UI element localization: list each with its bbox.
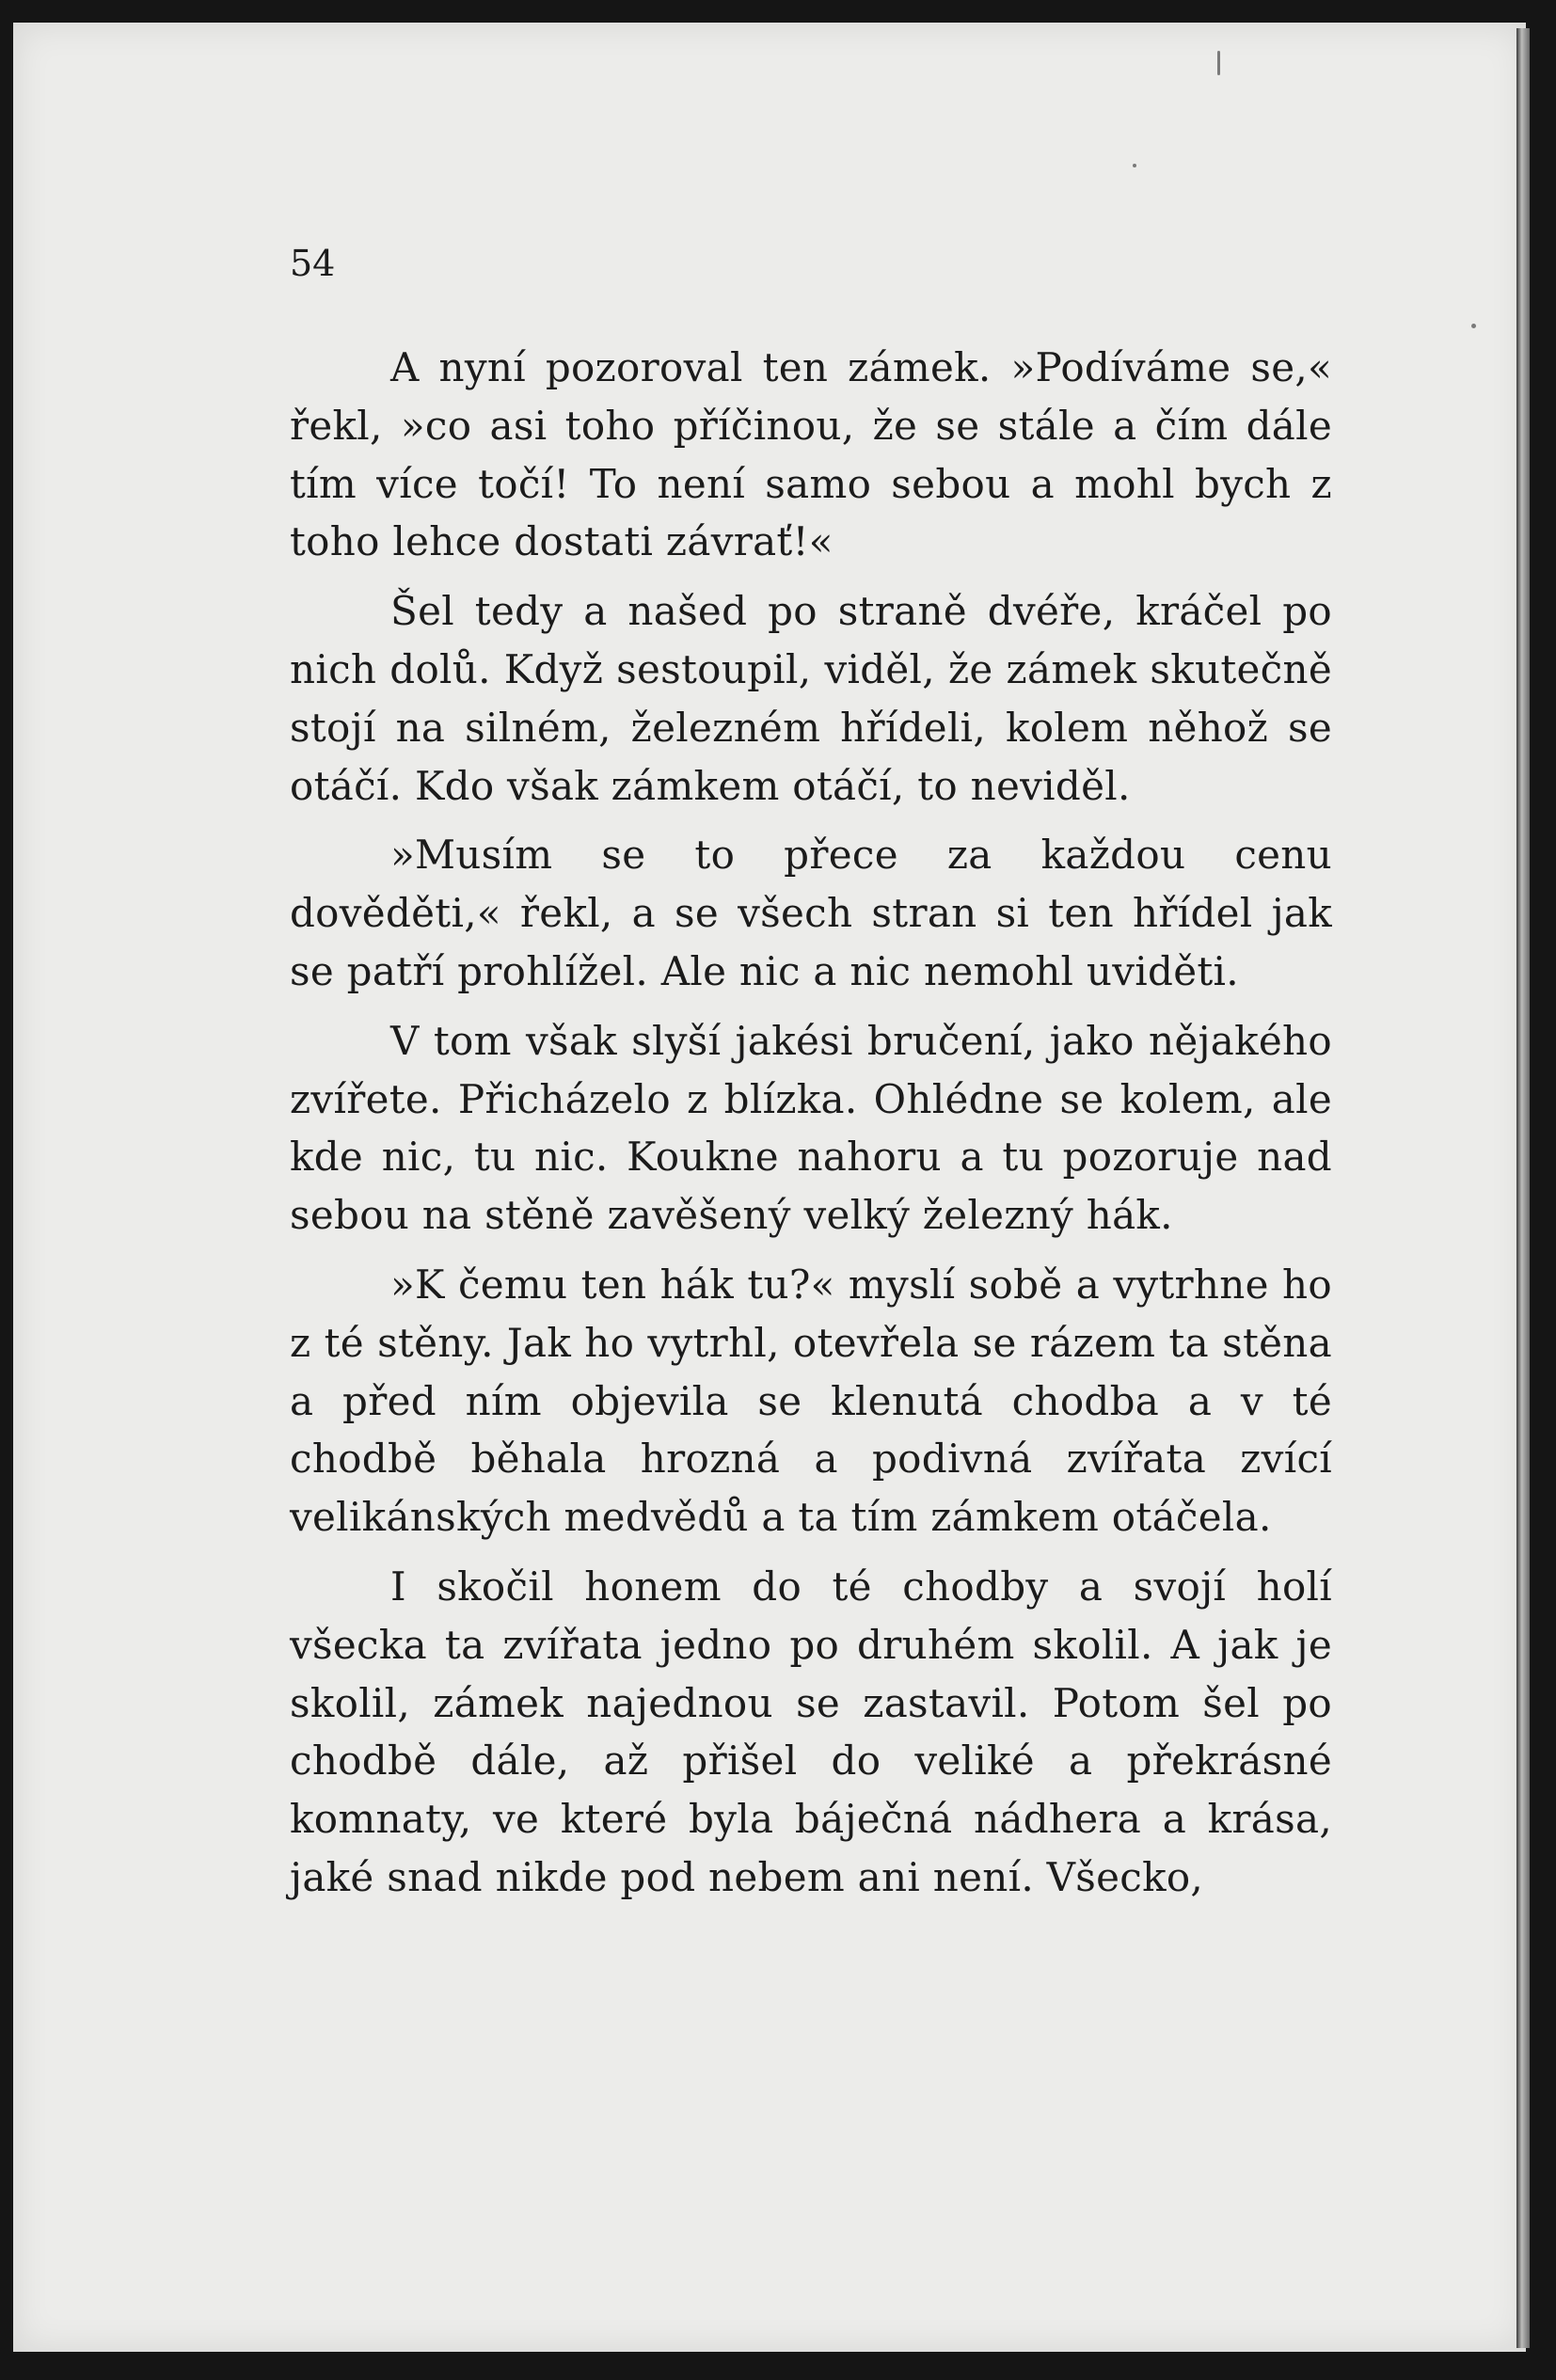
paragraph-5: »K čemu ten hák tu?« myslí sobě a vytrhne ho z té stěny. Jak ho vytrhl, otevřela se rázem ta stěna a před ním objevila se klenutá chodba a v té chodbě běhala hrozná a podivná zvířata zvící velikánských medvědů a ta tím zámkem otáčela. bbox=[290, 1261, 1332, 1541]
page-edge-shadow bbox=[1516, 28, 1530, 2348]
paragraph-2: Šel tedy a našed po straně dvéře, kráčel po nich dolů. Když sestoupil, viděl, že zámek skutečně stojí na silném, železném hřídeli, kolem něhož se otáčí. Kdo však zámkem otáčí, to neviděl. bbox=[290, 588, 1332, 809]
paragraph-3: »Musím se to přece za každou cenu dověděti,« řekl, a se všech stran si ten hřídel jak se patří prohlížel. Ale nic a nic nemohl uviděti. bbox=[290, 832, 1332, 994]
paragraph-4: V tom však slyší jakési bručení, jako nějakého zvířete. Přicházelo z blízka. Ohlédne se kolem, ale kde nic, tu nic. Koukne nahoru a tu pozoruje nad sebou na stěně zavěšený velký železný hák. bbox=[290, 1017, 1332, 1239]
paragraph-6: I skočil honem do té chodby a svojí holí všecka ta zvířata jedno po druhém skolil. A jak je skolil, zámek najednou se zastavil. Potom šel po chodbě dále, až přišel do veliké a překrásné komnaty, ve které byla báječná nádhera a krása, jaké snad nikde pod nebem ani není. Všecko, bbox=[290, 1563, 1332, 1900]
paper-speck bbox=[1133, 164, 1136, 167]
paper-speck bbox=[1217, 51, 1220, 75]
paragraph-1: A nyní pozoroval ten zámek. »Podíváme se,« řekl, »co asi toho příčinou, že se stále a čím dále tím více točí! To není samo sebou a mohl bych z toho lehce dostati závrať!« bbox=[290, 344, 1332, 565]
body-text bbox=[290, 235, 1332, 1907]
page-number: 54 bbox=[290, 243, 336, 284]
paper-speck bbox=[1471, 324, 1476, 328]
